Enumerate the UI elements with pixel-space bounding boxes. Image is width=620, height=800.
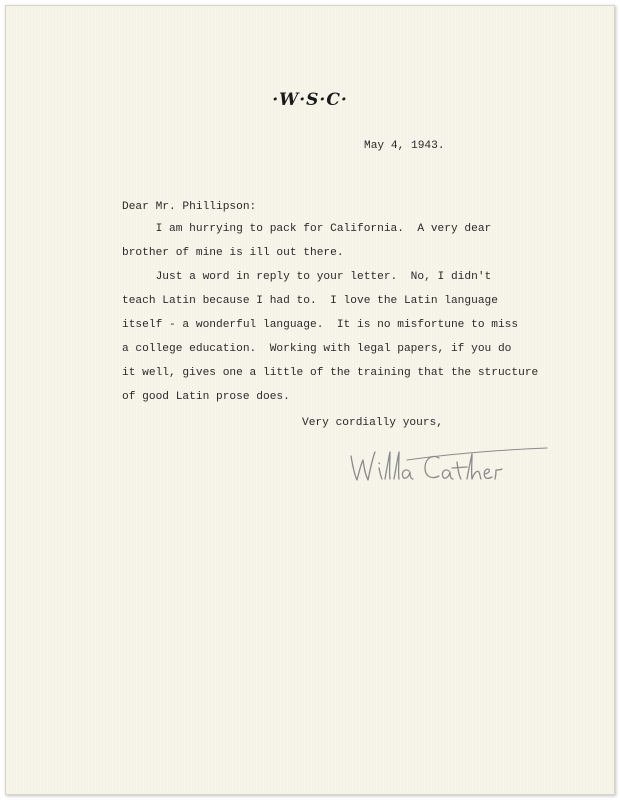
- letterhead-monogram: ·W·S·C·: [272, 90, 348, 110]
- body-line-5: itself - a wonderful language. It is no misfortune to miss: [122, 319, 519, 331]
- body-line-3: Just a word in reply to your letter. No, I didn't: [122, 271, 492, 283]
- body-line-6: a college education. Working with legal papers, if you do: [122, 343, 512, 355]
- handwritten-signature: [349, 446, 549, 490]
- body-line-2: brother of mine is ill out there.: [122, 247, 344, 259]
- letter-date: May 4, 1943.: [364, 140, 445, 152]
- letter-closing: Very cordially yours,: [302, 417, 443, 429]
- body-line-1: I am hurrying to pack for California. A very dear: [122, 223, 492, 235]
- letter-salutation: Dear Mr. Phillipson:: [122, 201, 257, 213]
- body-line-7: it well, gives one a little of the training that the structure: [122, 367, 539, 379]
- body-line-8: of good Latin prose does.: [122, 391, 290, 403]
- letter-page: [5, 5, 615, 795]
- body-line-4: teach Latin because I had to. I love the Latin language: [122, 295, 498, 307]
